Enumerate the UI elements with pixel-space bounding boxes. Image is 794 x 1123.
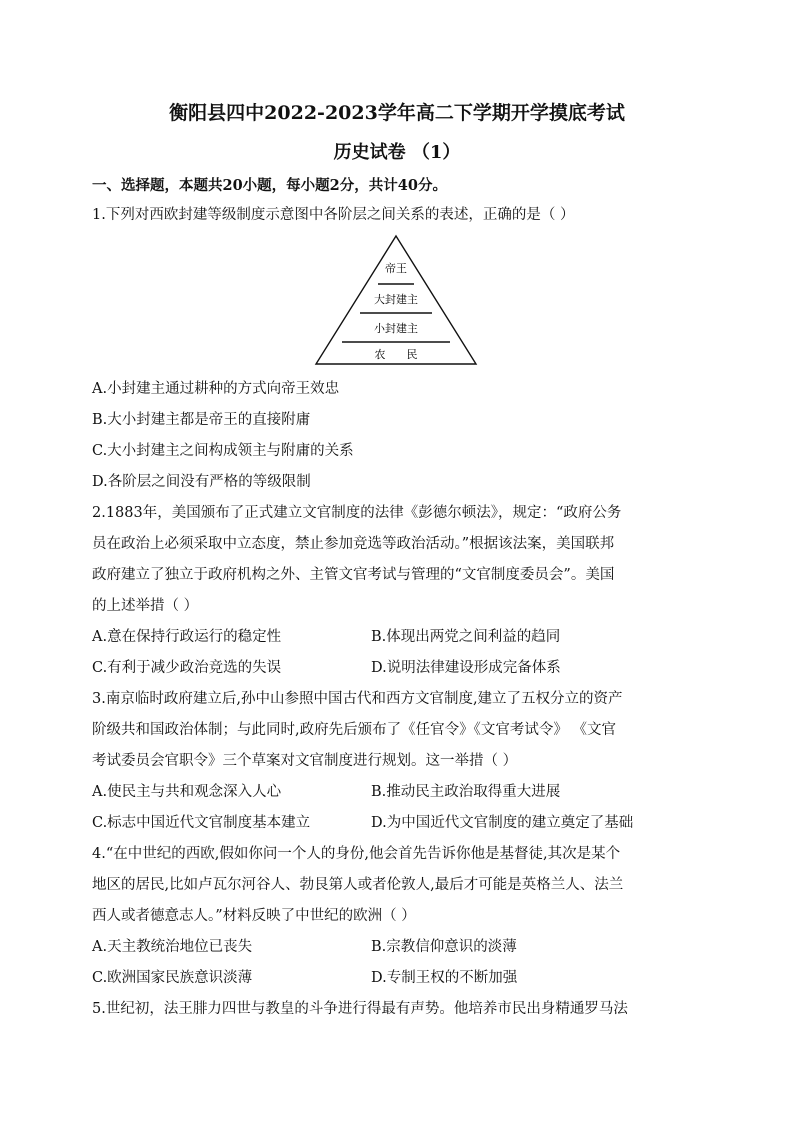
q1-option-a: A.小封建主通过耕种的方式向帝王效忠 <box>92 381 340 397</box>
q1-option-b: B.大小封建主都是帝王的直接附庸 <box>92 412 311 428</box>
q1-option-d: D.各阶层之间没有严格的等级限制 <box>92 474 311 490</box>
q4-option-a: A.天主教统治地位已丧失 <box>92 939 253 955</box>
q2-option-d: D.说明法律建设形成完备体系 <box>371 660 561 676</box>
q3-stem-line-1: 3.南京临时政府建立后,孙中山参照中国古代和西方文官制度,建立了五权分立的资产 <box>92 691 623 707</box>
q4-option-d: D.专制王权的不断加强 <box>371 970 518 986</box>
q2-stem-line-4: 的上述举措（ ） <box>92 598 199 614</box>
q4-stem-line-2: 地区的居民,比如卢瓦尔河谷人、勃艮第人或者伦敦人,最后才可能是英格兰人、法兰 <box>92 877 624 893</box>
q2-stem-line-3: 政府建立了独立于政府机构之外、主管文官考试与管理的“文官制度委员会”。美国 <box>92 567 615 583</box>
pyramid-level-great-lords: 大封建主 <box>374 293 418 306</box>
q3-option-b: B.推动民主政治取得重大进展 <box>371 784 561 800</box>
pyramid-level-emperor: 帝王 <box>385 262 407 275</box>
q2-option-a: A.意在保持行政运行的稳定性 <box>92 629 282 645</box>
q4-option-c: C.欧洲国家民族意识淡薄 <box>92 970 253 986</box>
exam-subtitle: 历史试卷 （1） <box>333 142 461 163</box>
q4-stem-line-1: 4.“在中世纪的西欧,假如你问一个人的身份,他会首先告诉你他是基督徒,其次是某个 <box>92 846 621 862</box>
q3-option-a: A.使民主与共和观念深入人心 <box>92 784 282 800</box>
q3-option-c: C.标志中国近代文官制度基本建立 <box>92 815 311 831</box>
q1-stem: 1.下列对西欧封建等级制度示意图中各阶层之间关系的表述，正确的是（ ） <box>92 207 575 223</box>
q3-option-d: D.为中国近代文官制度的建立奠定了基础 <box>371 815 634 831</box>
pyramid-level-peasants: 农 民 <box>374 348 418 361</box>
feudal-pyramid-diagram <box>312 234 480 368</box>
q2-option-c: C.有利于减少政治竞选的失误 <box>92 660 282 676</box>
exam-title: 衡阳县四中2022-2023学年高二下学期开学摸底考试 <box>169 102 625 124</box>
q4-stem-line-3: 西人或者德意志人。”材料反映了中世纪的欧洲（ ） <box>92 908 416 924</box>
q4-option-b: B.宗教信仰意识的淡薄 <box>371 939 517 955</box>
q2-option-b: B.体现出两党之间利益的趋同 <box>371 629 561 645</box>
section-heading: 一、选择题，本题共20小题，每小题2分，共计40分。 <box>92 177 447 194</box>
q3-stem-line-2: 阶级共和国政治体制；与此同时,政府先后颁布了《任官令》《文官考试令》 《文官 <box>92 722 616 738</box>
pyramid-level-lesser-lords: 小封建主 <box>374 322 418 335</box>
q5-stem-line-1: 5.世纪初，法王腓力四世与教皇的斗争进行得最有声势。他培养市民出身精通罗马法 <box>92 1001 628 1017</box>
q1-option-c: C.大小封建主之间构成领主与附庸的关系 <box>92 443 354 459</box>
q2-stem-line-1: 2.1883年，美国颁布了正式建立文官制度的法律《彭德尔顿法》，规定：“政府公务 <box>92 505 622 521</box>
q3-stem-line-3: 考试委员会官职令》三个草案对文官制度进行规划。这一举措（ ） <box>92 753 518 769</box>
q2-stem-line-2: 员在政治上必须采取中立态度，禁止参加竞选等政治活动。”根据该法案，美国联邦 <box>92 536 615 552</box>
